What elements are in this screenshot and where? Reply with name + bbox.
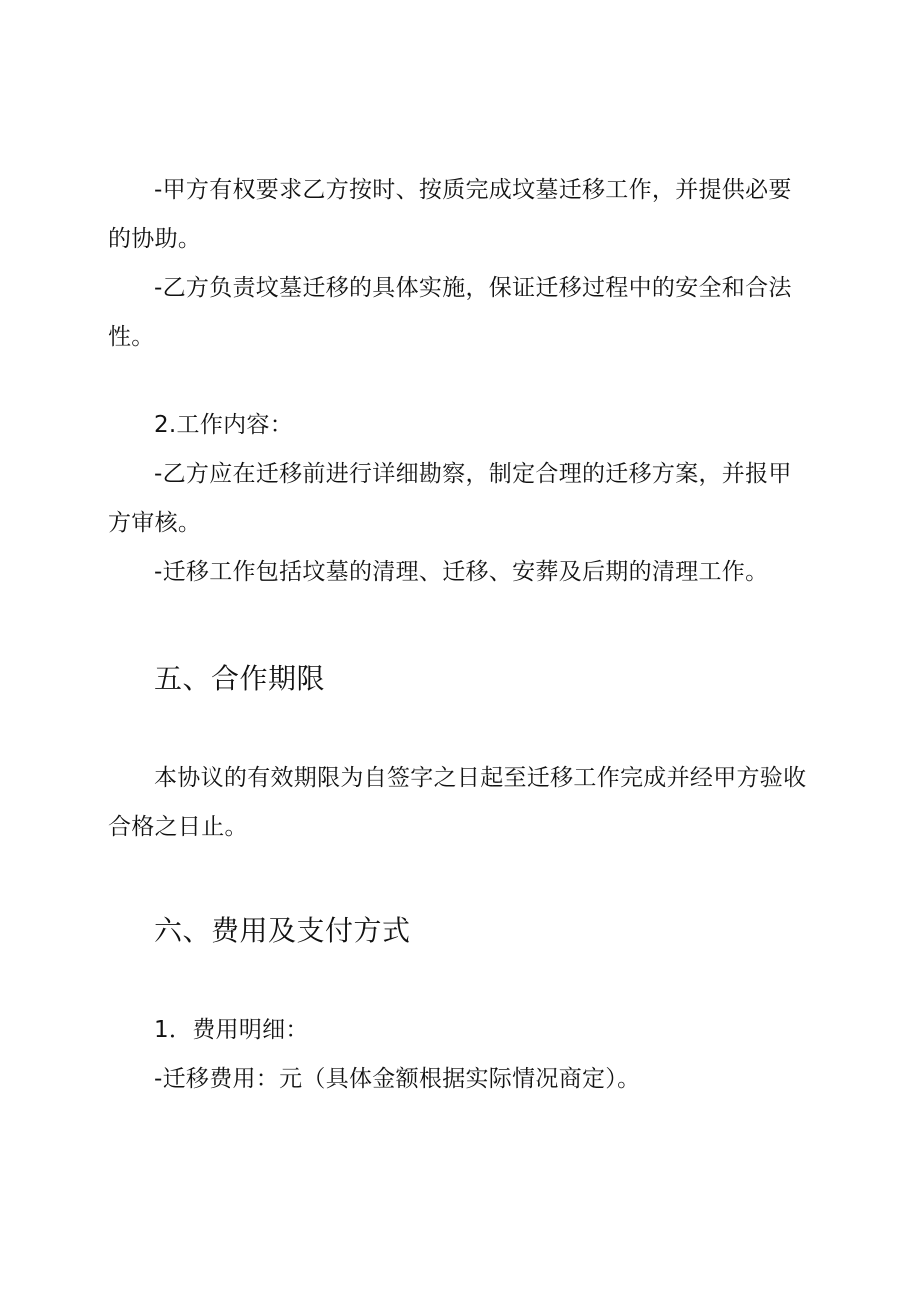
paragraph-migration-fee: -迁移费用：元（具体金额根据实际情况商定）。 bbox=[154, 1066, 641, 1092]
paragraph-work-scope: -迁移工作包括坟墓的清理、迁移、安葬及后期的清理工作。 bbox=[154, 559, 769, 585]
heading-fees-payment: 六、费用及支付方式 bbox=[154, 914, 411, 947]
paragraph-party-b-duties: -乙方负责坟墓迁移的具体实施，保证迁移过程中的安全和合法性。 bbox=[108, 275, 792, 350]
paragraph-fee-details-title: 1．费用明细： bbox=[154, 1017, 309, 1043]
spacer bbox=[108, 597, 808, 654]
paragraph-survey-plan: -乙方应在迁移前进行详细勘察，制定合理的迁移方案，并报甲方审核。 bbox=[108, 461, 792, 536]
spacer bbox=[108, 956, 808, 1006]
document-body bbox=[108, 166, 808, 1104]
paragraph-party-a-rights: -甲方有权要求乙方按时、按质完成坟墓迁移工作，并提供必要的协助。 bbox=[108, 177, 792, 252]
spacer bbox=[108, 362, 808, 401]
spacer bbox=[108, 852, 808, 906]
heading-cooperation-period: 五、合作期限 bbox=[154, 662, 326, 695]
paragraph-validity-term: 本协议的有效期限为自签字之日起至迁移工作完成并经甲方验收合格之日止。 bbox=[108, 765, 807, 840]
paragraph-work-content-title: 2.工作内容： bbox=[154, 412, 294, 438]
spacer bbox=[108, 704, 808, 754]
